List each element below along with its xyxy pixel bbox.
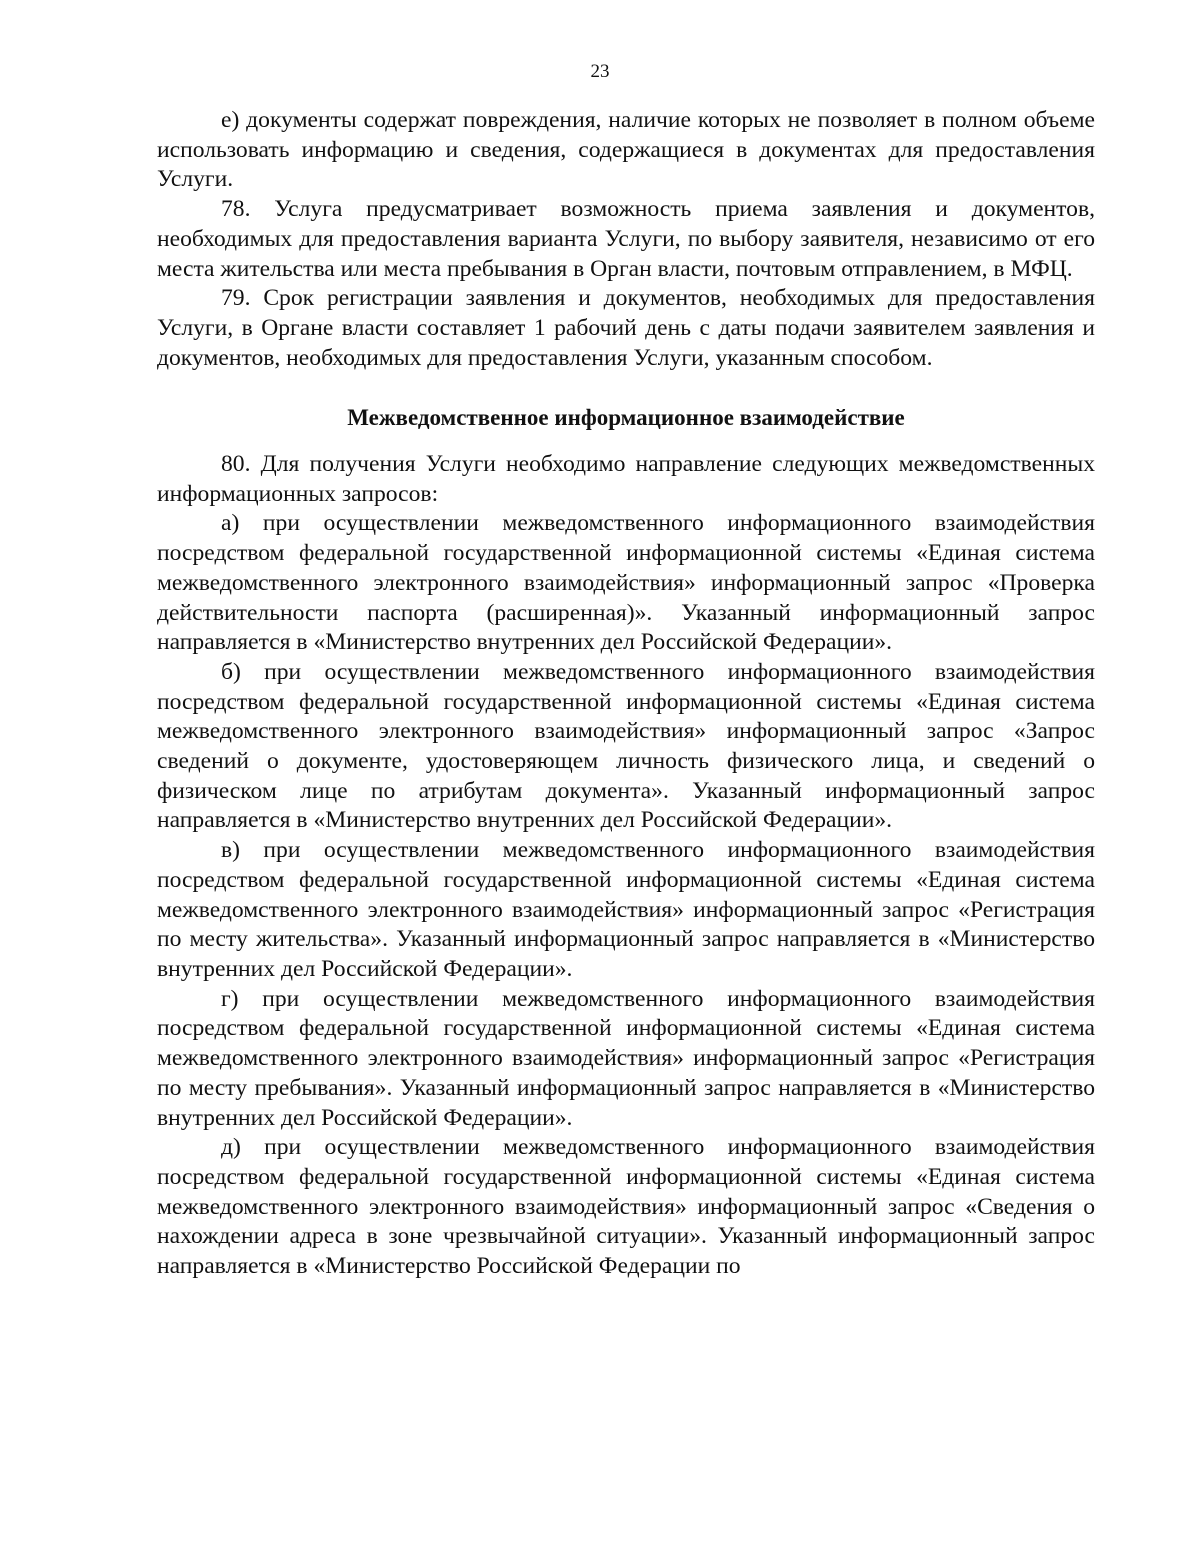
page-number: 23 [590, 61, 610, 82]
paragraph-item-e: е) документы содержат повреждения, наличие которых не позволяет в полном объеме использовать информацию и сведения, содержащиеся в документах для предоставления Услуги. [157, 107, 1095, 193]
paragraph-item-g: г) при осуществлении межведомственного информационного взаимодействия посредством федеральной государственной информационной системы «Единая система межведомственного электронного взаимодействия» информационный запрос «Регистрация по месту пребывания». Указанный информационный запрос направляется в «Министерство внутренних дел Российской Федерации». [157, 985, 1095, 1131]
paragraph-item-b: б) при осуществлении межведомственного информационного взаимодействия посредством федеральной государственной информационной системы «Единая система межведомственного электронного взаимодействия» информационный запрос «Запрос сведений о документе, удостоверяющем личность физического лица, и сведений о физическом лице по атрибутам документа». Указанный информационный запрос направляется в «Министерство внутренних дел Российской Федерации». [157, 658, 1095, 834]
document-body [157, 106, 1095, 1282]
paragraph-78: 78. Услуга предусматривает возможность приема заявления и документов, необходимых для предоставления варианта Услуги, по выбору заявителя, независимо от его места жительства или места пребывания в Орган власти, почтовым отправлением, в МФЦ. [157, 196, 1095, 282]
paragraph-item-d: д) при осуществлении межведомственного информационного взаимодействия посредством федеральной государственной информационной системы «Единая система межведомственного электронного взаимодействия» информационный запрос «Сведения о нахождении адреса в зоне чрезвычайной ситуации». Указанный информационный запрос направляется в «Министерство Российской Федерации по [157, 1134, 1095, 1280]
paragraph-79: 79. Срок регистрации заявления и документов, необходимых для предоставления Услуги, в Органе власти составляет 1 рабочий день с даты подачи заявителем заявления и документов, необходимых для предоставления Услуги, указанным способом. [157, 285, 1095, 371]
section-heading: Межведомственное информационное взаимодействие [347, 405, 905, 431]
paragraph-80: 80. Для получения Услуги необходимо направление следующих межведомственных информационных запросов: [157, 451, 1095, 507]
paragraph-item-a: а) при осуществлении межведомственного информационного взаимодействия посредством федеральной государственной информационной системы «Единая система межведомственного электронного взаимодействия» информационный запрос «Проверка действительности паспорта (расширенная)». Указанный информационный запрос направляется в «Министерство внутренних дел Российской Федерации». [157, 510, 1095, 656]
paragraph-item-v: в) при осуществлении межведомственного информационного взаимодействия посредством федеральной государственной информационной системы «Единая система межведомственного электронного взаимодействия» информационный запрос «Регистрация по месту жительства». Указанный информационный запрос направляется в «Министерство внутренних дел Российской Федерации». [157, 837, 1095, 982]
